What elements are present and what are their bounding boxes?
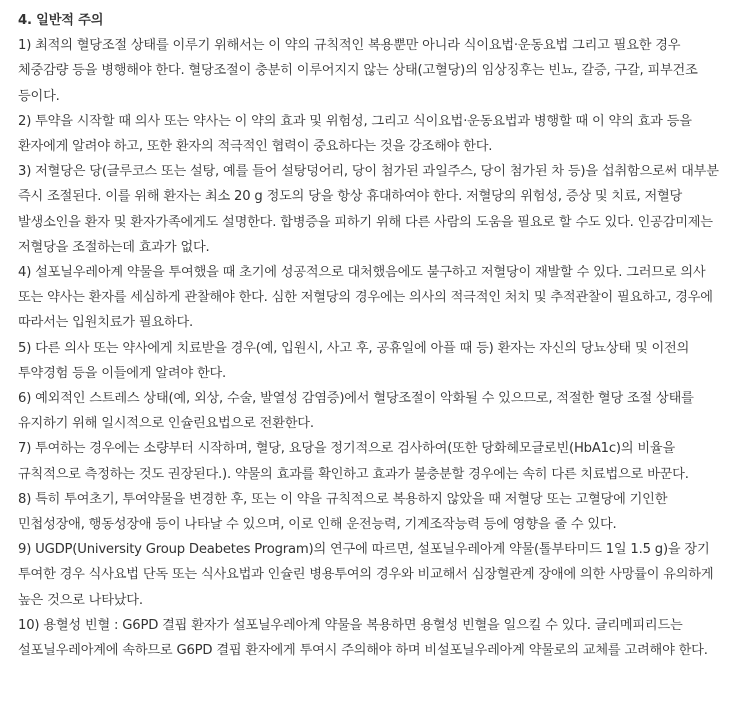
precaution-item-1: 1) 최적의 혈당조절 상태를 이루기 위해서는 이 약의 규칙적인 복용뿐만 아니라 식이요법·운동요법 그리고 필요한 경우 체중감량 등을 병행해야 한다. 혈당조절이 충분히 이루어지지 않는 상태(고혈당)의 임상징후는 빈뇨, 갈증, 구갈, 피부건조 등이다. bbox=[18, 38, 698, 104]
precaution-item-3: 3) 저혈당은 당(글루코스 또는 설탕, 예를 들어 설탕덩어리, 당이 첨가된 과일주스, 당이 첨가된 차 등)을 섭취함으로써 대부분 즉시 조절된다. 이를 위해 환자는 최소 20 g 정도의 당을 항상 휴대하여야 한다. 저혈당의 위험성, 증상 및 치료, 저혈당 발생소인을 환자 및 환자가족에게도 설명한다. 합병증을 피하기 위해 다른 사람의 도움을 필요로 할 수도 있다. 인공감미제는 저혈당을 조절하는데 효과가 없다. bbox=[18, 164, 719, 255]
precaution-item-4: 4) 설포닐우레아계 약물을 투여했을 때 초기에 성공적으로 대처했음에도 불구하고 저혈당이 재발할 수 있다. 그러므로 의사 또는 약사는 환자를 세심하게 관찰해야 한다. 심한 저혈당의 경우에는 의사의 적극적인 처치 및 추적관찰이 필요하고, 경우에 따라서는 입원치료가 필요하다. bbox=[18, 265, 713, 331]
precaution-item-10: 10) 용혈성 빈혈 : G6PD 결핍 환자가 설포닐우레아계 약물을 복용하면 용혈성 빈혈을 일으킬 수 있다. 글리메피리드는 설포닐우레아계에 속하므로 G6PD 결핍 환자에게 투여시 주의해야 하며 비설포닐우레아계 약물로의 교체를 고려해야 한다. bbox=[18, 617, 708, 659]
precaution-item-9: 9) UGDP(University Group Deabetes Program)의 연구에 따르면, 설포닐우레아계 약물(톨부타미드 1일 1.5 g)을 장기 투여한 경우 식사요법 단독 또는 식사요법과 인슐린 병용투여의 경우와 비교해서 심장혈관계 장애에 의한 사망률이 유의하게 높은 것으로 나타났다. bbox=[18, 542, 714, 608]
section-title: 4. 일반적 주의 bbox=[18, 13, 104, 28]
precaution-item-8: 8) 특히 투여초기, 투여약물을 변경한 후, 또는 이 약을 규칙적으로 복용하지 않았을 때 저혈당 또는 고혈당에 기인한 민첩성장애, 행동성장애 등이 나타날 수 있으며, 이로 인해 운전능력, 기계조작능력 등에 영향을 줄 수 있다. bbox=[18, 491, 668, 533]
precaution-item-2: 2) 투약을 시작할 때 의사 또는 약사는 이 약의 효과 및 위험성, 그리고 식이요법·운동요법과 병행할 때 이 약의 효과 등을 환자에게 알려야 하고, 또한 환자의 적극적인 협력이 중요하다는 것을 강조해야 한다. bbox=[18, 113, 692, 155]
precaution-item-6: 6) 예외적인 스트레스 상태(예, 외상, 수술, 발열성 감염증)에서 혈당조절이 악화될 수 있으므로, 적절한 혈당 조절 상태를 유지하기 위해 일시적으로 인슐린요법으로 전환한다. bbox=[18, 391, 694, 432]
precaution-item-7: 7) 투여하는 경우에는 소량부터 시작하며, 혈당, 요당을 정기적으로 검사하여(또한 당화헤모글로빈(HbA1c)의 비율을 규칙적으로 측정하는 것도 권장된다.). 약물의 효과를 확인하고 효과가 불충분할 경우에는 속히 다른 치료법으로 바꾼다. bbox=[18, 441, 689, 482]
precaution-item-5: 5) 다른 의사 또는 약사에게 치료받을 경우(예, 입원시, 사고 후, 공휴일에 아플 때 등) 환자는 자신의 당뇨상태 및 이전의 투약경험 등을 이들에게 알려야 한다. bbox=[18, 340, 690, 381]
